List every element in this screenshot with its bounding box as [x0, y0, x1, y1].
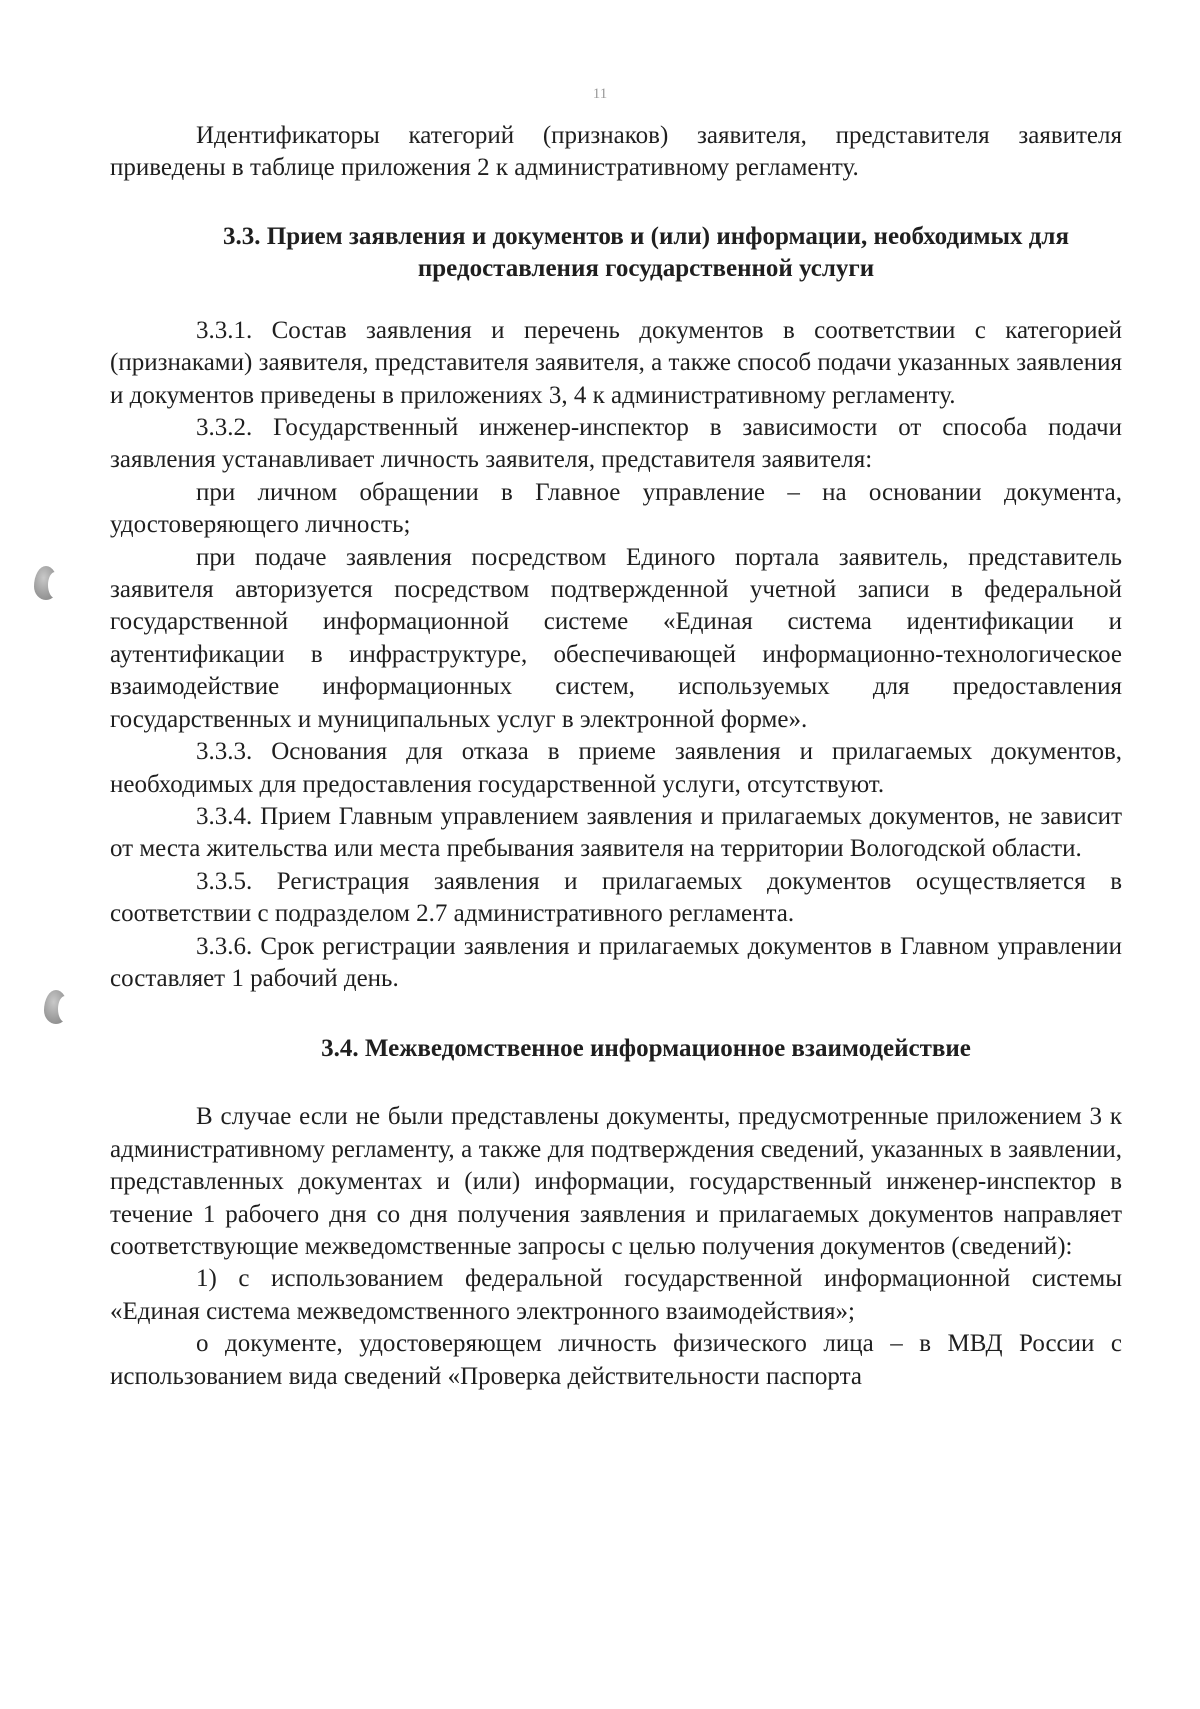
punch-hole-mark	[34, 566, 58, 600]
paragraph-3-3-2: 3.3.2. Государственный инженер-инспектор в зависимости от способа подачи заявления устанавливает личность заявителя, представителя заявителя:	[110, 414, 1122, 474]
paragraph-3-3-2-personal: при личном обращении в Главное управление – на основании документа, удостоверяющего личность;	[110, 478, 1122, 539]
paragraph-3-4-identity-document: о документе, удостоверяющем личность физического лица – в МВД России с использованием вида сведений «Проверка действительности паспорта	[110, 1330, 1122, 1390]
document-body	[110, 120, 1122, 1393]
paragraph-3-3-5: 3.3.5. Регистрация заявления и прилагаемых документов осуществляется в соответствии с подразделом 2.7 административного регламента.	[110, 867, 1122, 928]
paragraph-3-3-4: 3.3.4. Прием Главным управлением заявления и прилагаемых документов, не зависит от места жительства или места пребывания заявителя на территории Вологодской области.	[110, 802, 1122, 863]
section-heading-3-3: 3.3. Прием заявления и документов и (или) информации, необходимых для предоставления государственной услуги	[223, 222, 1069, 282]
page-number: 11	[592, 86, 608, 102]
punch-hole-mark	[44, 990, 68, 1024]
paragraph-3-3-6: 3.3.6. Срок регистрации заявления и прилагаемых документов в Главном управлении составляет 1 рабочий день.	[110, 932, 1122, 992]
paragraph-3-4-item-1: 1) с использованием федеральной государственной информационной системы «Единая система межведомственного электронного взаимодействия»;	[110, 1265, 1122, 1325]
paragraph-3-3-2-portal: при подаче заявления посредством Единого портала заявитель, представитель заявителя авторизуется посредством подтвержденной учетной записи в федеральной государственной информационной системе «Единая система идентификации и аутентификации в инфраструктуре, обеспечивающей информационно-технологическое взаимодействие информационных систем, используемых для предоставления государственных и муниципальных услуг в электронной форме».	[110, 543, 1122, 733]
paragraph-3-3-3: 3.3.3. Основания для отказа в приеме заявления и прилагаемых документов, необходимых для предоставления государственной услуги, отсутствуют.	[110, 738, 1122, 798]
section-heading-3-4: 3.4. Межведомственное информационное взаимодействие	[321, 1035, 971, 1063]
paragraph-intro: Идентификаторы категорий (признаков) заявителя, представителя заявителя приведены в таблице приложения 2 к административному регламенту.	[110, 122, 1122, 182]
paragraph-3-3-1: 3.3.1. Состав заявления и перечень документов в соответствии с категорией (признаками) заявителя, представителя заявителя, а также способ подачи указанных заявления и документов приведены в приложениях 3, 4 к административному регламенту.	[110, 316, 1122, 409]
paragraph-3-4-intro: В случае если не были представлены документы, предусмотренные приложением 3 к административному регламенту, а также для подтверждения сведений, указанных в заявлении, представленных документах и (или) информации, государственный инженер-инспектор в течение 1 рабочего дня со дня получения заявления и прилагаемых документов направляет соответствующие межведомственные запросы с целью получения документов (сведений):	[110, 1103, 1122, 1260]
